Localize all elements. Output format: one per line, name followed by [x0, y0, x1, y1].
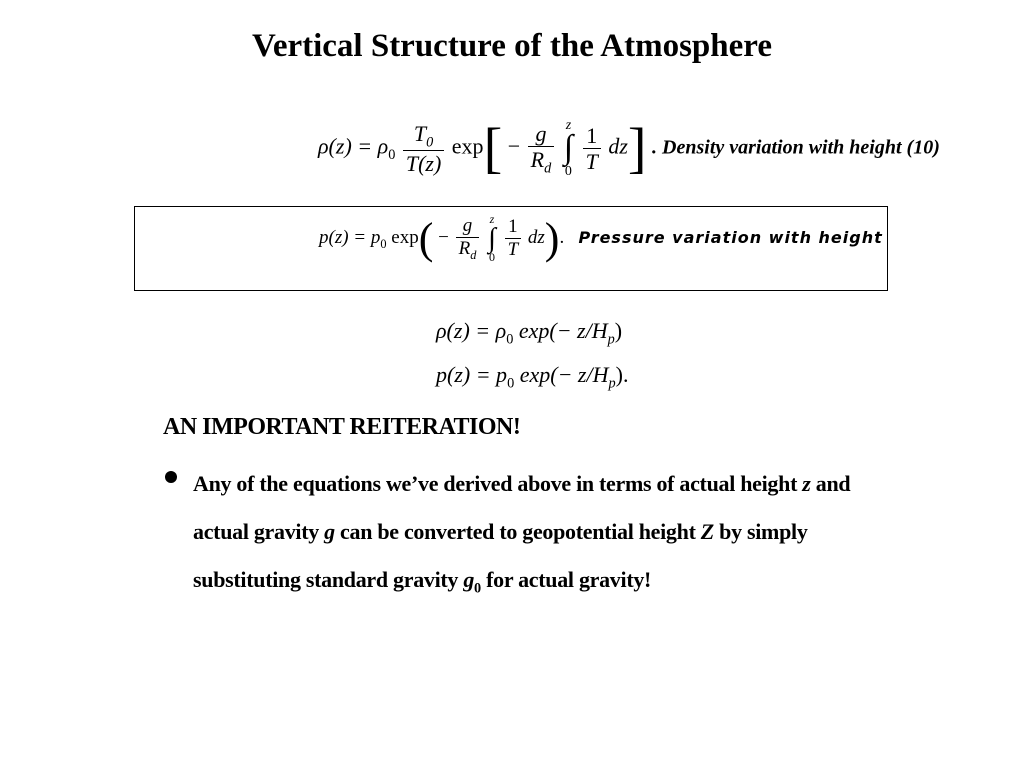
bullet-icon [165, 471, 177, 483]
pressure-description: Pressure variation with height [578, 228, 883, 248]
pressure-equation-box [134, 206, 888, 291]
pressure-equation: $p(z) = p_0$ exp( − $\frac{g}{R_d}$ z ∫ 0 $\frac{1}{T}$ dz). Pressure variation with height [319, 212, 883, 265]
integral-sign: z ∫ 0 [488, 212, 496, 265]
density-equation: $\rho(z) = \rho_0$ $\frac{T_0}{T(z)}$ exp[ − $\frac{g}{R_d}$ z ∫ 0 $\frac{1}{T}$ dz] . Density variation with height (10) [318, 117, 940, 180]
temperature-ratio: $\frac{T_0}{T(z)}$ [403, 121, 444, 177]
isothermal-pressure-equation: $p(z) = p_0$ $\exp(- z/H_p)$. [436, 362, 629, 392]
density-description: . Density variation with height (10) [652, 136, 940, 159]
isothermal-density-equation: $\rho(z) = \rho_0$ $\exp(- z/H_p)$ [436, 318, 623, 348]
integral-sign: z ∫ 0 [563, 118, 574, 179]
reiteration-heading: AN IMPORTANT REITERATION! [163, 414, 521, 440]
slide-title: Vertical Structure of the Atmosphere [252, 28, 772, 64]
reiteration-text: Any of the equations we’ve derived above in terms of actual height z and actual gravity g can be converted to geopotential height Z by simply substituting standard gravity $g_0$ for actual gravity! [193, 471, 851, 597]
